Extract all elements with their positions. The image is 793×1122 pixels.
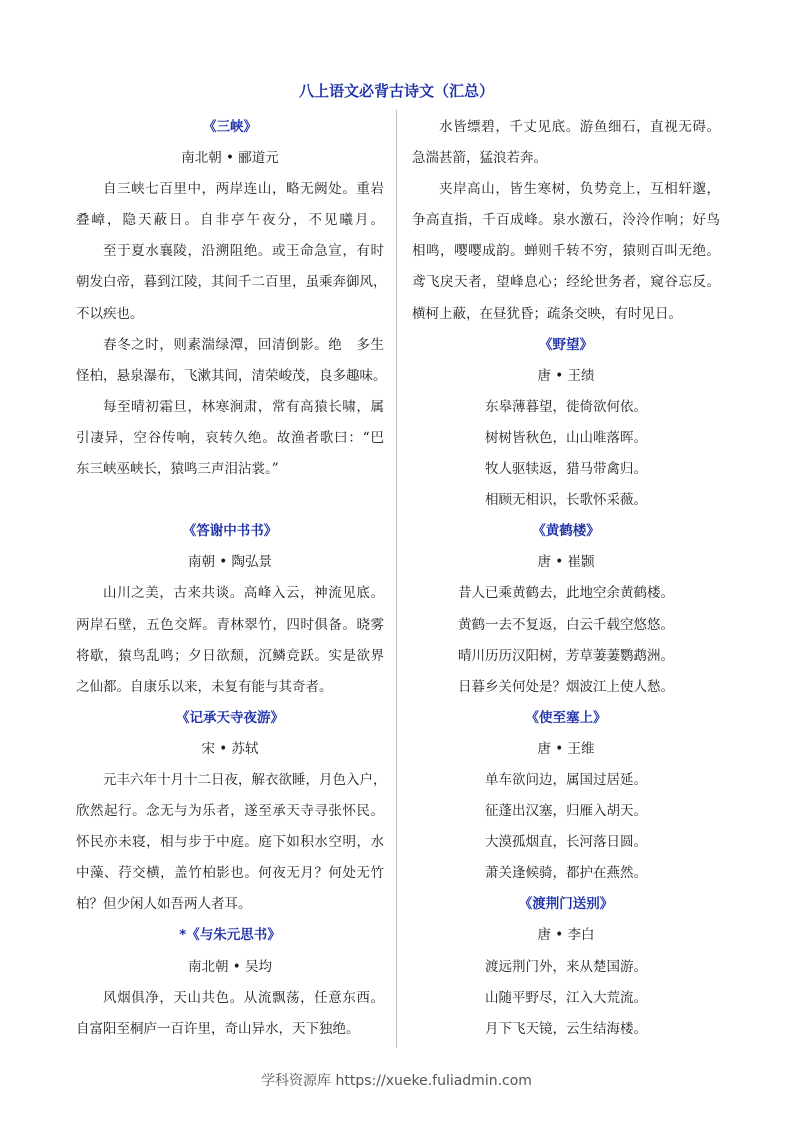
left-column <box>76 112 387 1045</box>
section-author: 唐 • 王绩 <box>537 367 595 384</box>
poem-line: 牧人驱犊返，猎马带禽归。 <box>485 461 647 478</box>
paragraph-first-line: 每至晴初霜旦，林寒涧肃，常有高猿长啸，属 <box>103 398 384 415</box>
paragraph-line: 朝发白帝，暮到江陵，其间千二百里，虽乘奔御风， <box>76 274 387 291</box>
poem-line: 晴川历历汉阳树，芳草萋萋鹦鹉洲。 <box>458 647 674 664</box>
paragraph-line: 怀民亦未寝，相与步于中庭。庭下如积水空明，水 <box>76 834 384 851</box>
paragraph-line: 中藻、荇交横，盖竹柏影也。何夜无月？何处无竹 <box>76 865 384 882</box>
section-author: 南北朝 • 吴均 <box>187 958 273 975</box>
paragraph-last-line: 东三峡巫峡长，猿鸣三声泪沾裳。” <box>76 461 279 478</box>
section-title: 《答谢中书书》 <box>182 523 278 540</box>
poem-line: 大漠孤烟直，长河落日圆。 <box>485 834 647 851</box>
poem-line: 单车欲问边，属国过居延。 <box>485 771 647 788</box>
paragraph-line: 欣然起行。念无与为乐者，遂至承天寺寻张怀民。 <box>76 803 384 820</box>
paragraph-last-line: 不以疾也。 <box>76 305 144 322</box>
paragraph-line: 怪柏，悬泉瀑布，飞漱其间，清荣峻茂，良多趣味。 <box>76 367 387 384</box>
section-author: 唐 • 崔颢 <box>537 554 595 571</box>
right-column <box>412 112 720 1045</box>
poem-line: 昔人已乘黄鹤去，此地空余黄鹤楼。 <box>458 585 674 602</box>
section-author: 唐 • 李白 <box>537 927 595 944</box>
paragraph-line: 鸢飞戾天者，望峰息心；经纶世务者，窥谷忘反。 <box>412 274 720 291</box>
paragraph-first-line: 自三峡七百里中，两岸连山，略无阙处。重岩 <box>103 181 384 198</box>
paragraph-last-line: 横柯上蔽，在昼犹昏；疏条交映，有时见日。 <box>412 305 682 322</box>
poem-line: 征蓬出汉塞，归雁入胡天。 <box>485 803 647 820</box>
poem-line: 山随平野尽，江入大荒流。 <box>485 989 647 1006</box>
paragraph-last-line: 之仙都。自康乐以来，未复有能与其奇者。 <box>76 678 333 695</box>
section-title: 《渡荆门送别》 <box>518 896 614 913</box>
poem-line: 萧关逢候骑，都护在燕然。 <box>485 865 647 882</box>
poem-line: 相顾无相识，长歌怀采薇。 <box>485 492 647 509</box>
poem-line: 日暮乡关何处是？烟波江上使人愁。 <box>458 678 674 695</box>
section-title: 《记承天寺夜游》 <box>176 709 284 726</box>
section-author: 宋 • 苏轼 <box>201 740 259 757</box>
section-title: 《使至塞上》 <box>525 709 607 726</box>
section-title: 《黄鹤楼》 <box>532 523 600 540</box>
page-title: 八上语文必背古诗文（汇总） <box>298 82 494 100</box>
poem-line: 树树皆秋色，山山唯落晖。 <box>485 429 647 446</box>
paragraph-first-line: 元丰六年十月十二日夜，解衣欲睡，月色入户， <box>103 771 387 788</box>
column-divider <box>396 110 397 1048</box>
poem-line: 东皋薄暮望，徙倚欲何依。 <box>485 398 647 415</box>
paragraph-line: 两岸石壁，五色交辉。青林翠竹，四时俱备。晓雾 <box>76 616 384 633</box>
section-author: 南北朝 • 郦道元 <box>181 150 279 167</box>
section-author: 唐 • 王维 <box>537 740 595 757</box>
paragraph-line: 引凄异，空谷传响，哀转久绝。故渔者歌曰：“巴 <box>76 429 384 446</box>
paragraph-line: 相鸣，嘤嘤成韵。蝉则千转不穷，猿则百叫无绝。 <box>412 243 720 260</box>
section-title: 《野望》 <box>539 336 593 353</box>
paragraph-last-line: 自富阳至桐庐一百许里，奇山异水，天下独绝。 <box>76 1020 360 1037</box>
paragraph-first-line: 水皆缥碧，千丈见底。游鱼细石，直视无碍。 <box>439 119 720 135</box>
paragraph-first-line: 山川之美，古来共谈。高峰入云，神流见底。 <box>103 585 384 602</box>
poem-line: 月下飞天镜，云生结海楼。 <box>485 1020 647 1037</box>
paragraph-line: 将歇，猿鸟乱鸣；夕日欲颓，沉鳞竞跃。实是欲界 <box>76 647 384 664</box>
paragraph-first-line: 风烟俱净，天山共色。从流飘荡，任意东西。 <box>103 989 384 1006</box>
footer-watermark: 学科资源库 https://xueke.fuliadmin.com <box>261 1073 532 1089</box>
paragraph-first-line: 至于夏水襄陵，沿溯阻绝。或王命急宣，有时 <box>103 243 384 260</box>
paragraph-first-line: 春冬之时，则素湍绿潭，回清倒影。绝 多生 <box>103 336 384 353</box>
section-author: 南朝 • 陶弘景 <box>187 554 273 571</box>
poem-line: 黄鹤一去不复返，白云千载空悠悠。 <box>458 616 674 633</box>
paragraph-last-line: 急湍甚箭，猛浪若奔。 <box>412 150 547 167</box>
paragraph-line: 叠嶂，隐天蔽日。自非亭午夜分，不见曦月。 <box>76 212 384 229</box>
section-title: *《与朱元思书》 <box>179 927 281 944</box>
paragraph-last-line: 柏？但少闲人如吾两人者耳。 <box>76 896 252 913</box>
blank-line <box>76 485 384 516</box>
paragraph-line: 争高直指，千百成峰。泉水激石，泠泠作响；好鸟 <box>412 212 720 229</box>
section-title: 《三峡》 <box>203 119 257 135</box>
poem-line: 渡远荆门外，来从楚国游。 <box>485 958 647 975</box>
paragraph-first-line: 夹岸高山，皆生寒树，负势竞上，互相轩邈， <box>439 181 720 198</box>
